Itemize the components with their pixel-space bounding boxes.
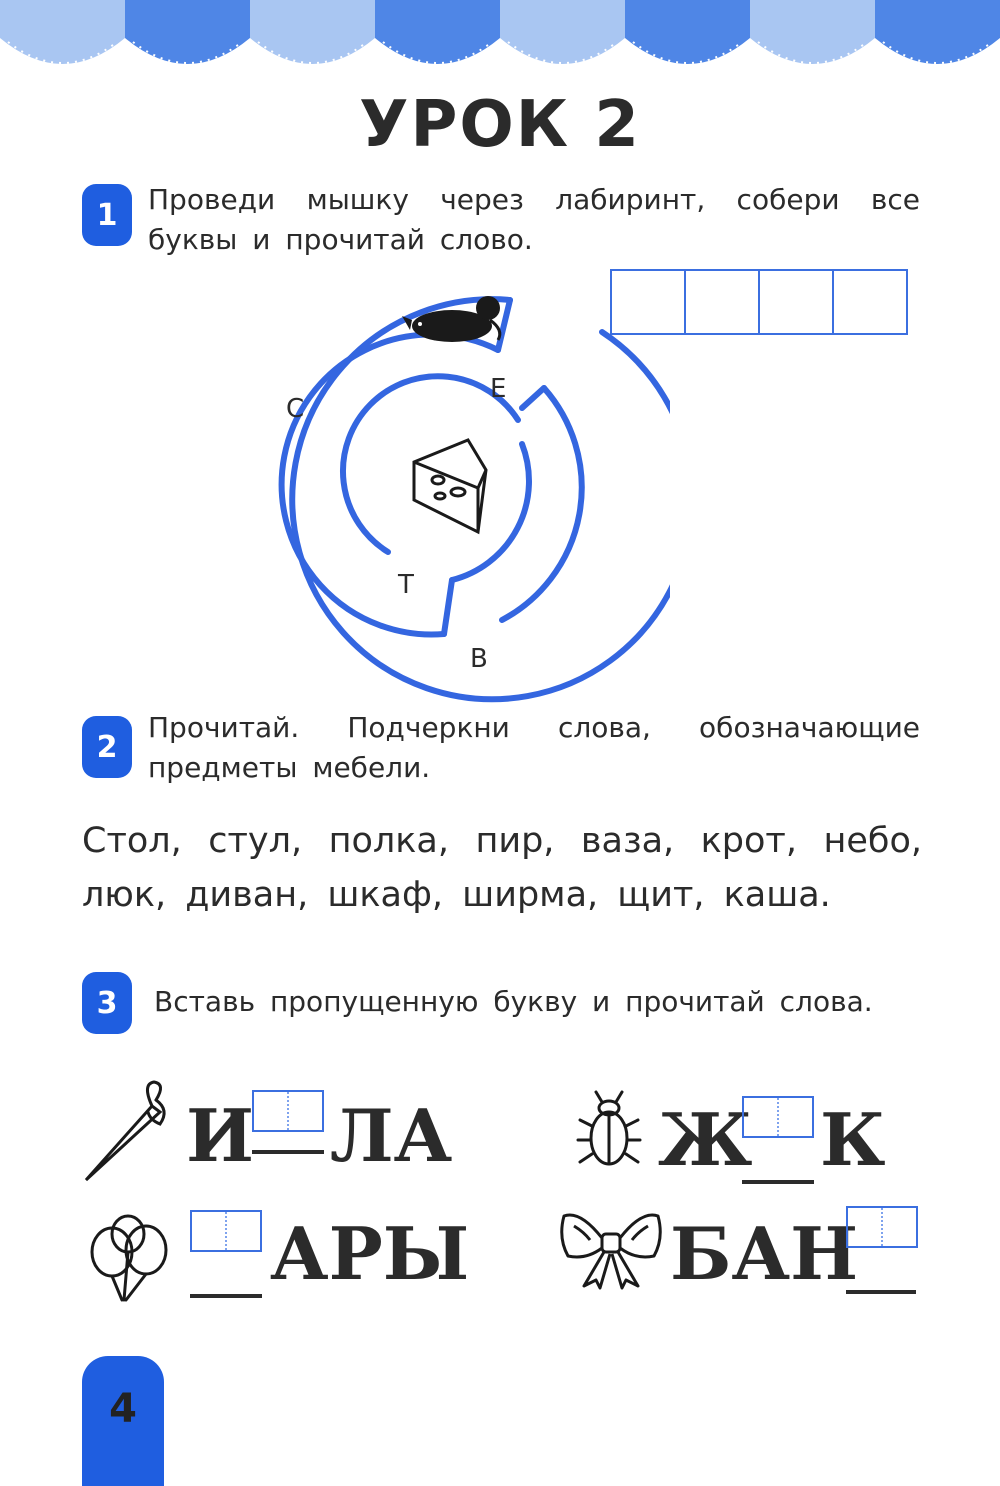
- maze-notch-bottom: [444, 580, 452, 634]
- letter-box[interactable]: [846, 1206, 918, 1248]
- beetle-icon: [576, 1088, 642, 1172]
- maze-notch-right: [522, 388, 544, 408]
- bow-icon: [560, 1208, 662, 1290]
- maze-letter: В: [470, 644, 488, 674]
- needle-icon: [82, 1080, 168, 1184]
- awning-scallop: [625, 0, 750, 64]
- word-2-start: Ж: [658, 1097, 753, 1182]
- answer-cell[interactable]: [684, 269, 760, 335]
- answer-cell[interactable]: [758, 269, 834, 335]
- awning-scallop: [750, 0, 875, 64]
- letter-box[interactable]: [252, 1090, 324, 1132]
- letter-box[interactable]: [742, 1096, 814, 1138]
- word-4-start: БАН: [670, 1211, 859, 1296]
- awning-scallop: [125, 0, 250, 64]
- letter-gap: [190, 1294, 262, 1298]
- cheese-icon: [414, 440, 486, 532]
- letter-gap: [252, 1150, 324, 1154]
- awning-decoration: [0, 0, 1000, 80]
- awning-scallop: [0, 0, 125, 64]
- task-1-badge: 1: [82, 184, 132, 246]
- maze-letter: С: [286, 394, 305, 424]
- task-3-text: Вставь пропущенную букву и прочитай слова.: [154, 985, 873, 1018]
- letter-box[interactable]: [190, 1210, 262, 1252]
- task-3-badge: 3: [82, 972, 132, 1034]
- awning-scallop: [375, 0, 500, 64]
- lesson-title: УРОК 2: [359, 88, 641, 162]
- word-2-end: К: [820, 1097, 886, 1182]
- word-3-end: АРЫ: [270, 1211, 470, 1296]
- balloons-icon: [86, 1212, 172, 1304]
- furniture-word-list[interactable]: Стол, стул, полка, пир, ваза, крот, небо, люк, диван, шкаф, ширма, щит, каша.: [82, 821, 922, 915]
- maze-letter: Е: [490, 374, 507, 404]
- maze[interactable]: [230, 268, 670, 708]
- letter-gap: [846, 1290, 916, 1294]
- word-1-start: И: [186, 1093, 255, 1178]
- letter-gap: [742, 1180, 814, 1184]
- word-1-end: ЛА: [330, 1093, 453, 1178]
- page-number: 4: [109, 1386, 137, 1432]
- awning-scallop: [875, 0, 1000, 64]
- task-2-badge: 2: [82, 716, 132, 778]
- maze-middle-right-wall: [502, 388, 582, 620]
- maze-inner-return: [452, 444, 529, 580]
- awning-scallop: [250, 0, 375, 64]
- task-2-text: Прочитай. Подчеркни слова, обозначающие предметы мебели.: [148, 711, 920, 784]
- awning-scallop: [500, 0, 625, 64]
- answer-cell[interactable]: [832, 269, 908, 335]
- maze-letter: Т: [398, 570, 414, 600]
- task-1-text: Проведи мышку через лабиринт, собери все буквы и прочитай слово.: [148, 183, 920, 256]
